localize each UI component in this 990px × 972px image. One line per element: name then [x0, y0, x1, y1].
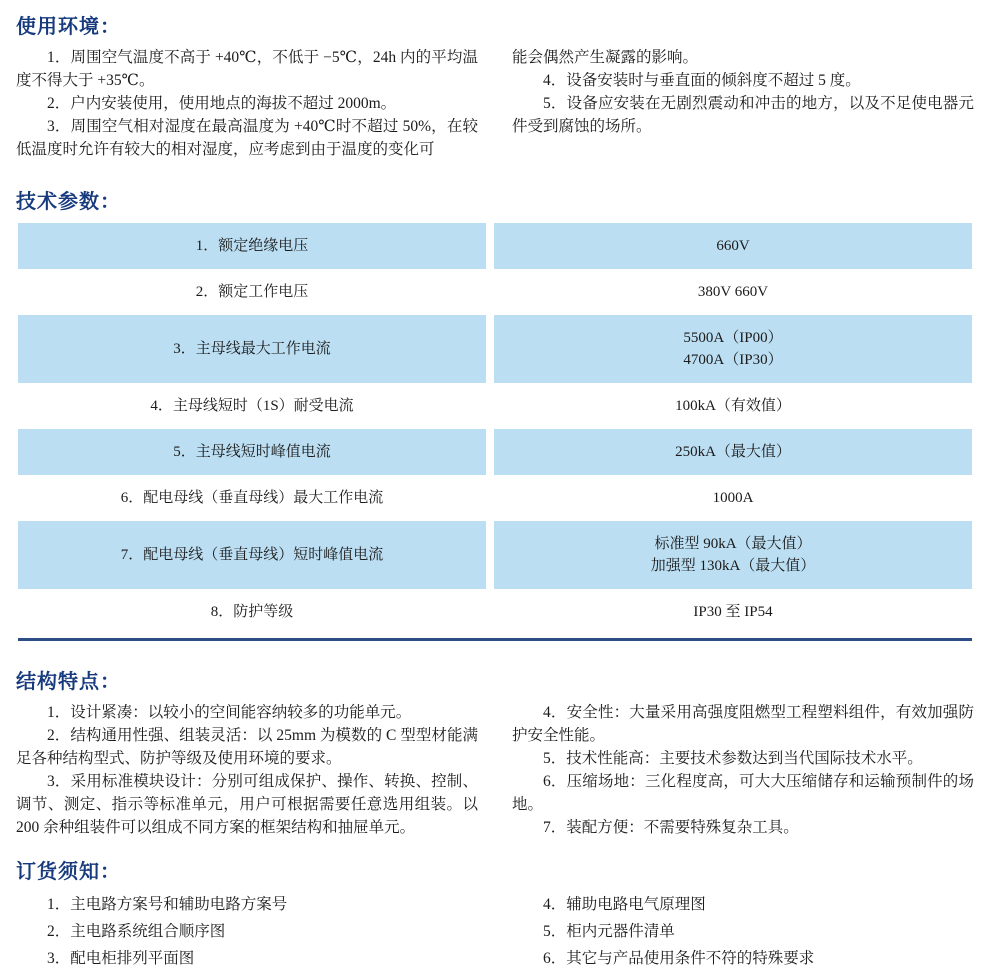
ordering-item-1: 1．主电路方案号和辅助电路方案号	[47, 896, 288, 913]
table-row	[18, 429, 972, 475]
parameter-value: 5500A（IP00） 4700A（IP30）	[494, 315, 972, 383]
usage-paragraph-3: 3．周围空气相对湿度在最高温度为 +40℃时不超过 50%，在较低温度时允许有较大的相对湿度，应考虑到由于温度的变化可	[16, 118, 478, 158]
feature-paragraph-5: 5．技术性能高：主要技术参数达到当代国际技术水平。	[543, 750, 923, 767]
parameter-value: IP30 至 IP54	[494, 589, 972, 635]
section-ordering-notice	[16, 855, 974, 972]
ordering-item-5: 5．柜内元器件清单	[543, 923, 675, 940]
ordering-notice-columns	[16, 891, 974, 972]
structural-features-heading: 结构特点：	[16, 671, 121, 693]
ordering-item-6: 6．其它与产品使用条件不符的特殊要求	[543, 950, 815, 967]
usage-paragraph-2: 2．户内安装使用，使用地点的海拔不超过 2000m。	[47, 95, 397, 112]
parameter-value: 380V 660V	[494, 269, 972, 315]
table-row	[18, 315, 972, 383]
feature-paragraph-2: 2．结构通用性强、组装灵活：以 25mm 为模数的 C 型型材能满足各种结构型式、防护等级及使用环境的要求。	[16, 727, 478, 767]
usage-paragraph-5: 5．设备应安装在无剧烈震动和冲击的地方，以及不足使电器元件受到腐蚀的场所。	[512, 95, 974, 135]
parameter-label: 3．主母线最大工作电流	[18, 315, 486, 383]
usage-environment-heading: 使用环境：	[16, 16, 121, 38]
feature-paragraph-7: 7．装配方便：不需要特殊复杂工具。	[543, 819, 799, 836]
usage-paragraph-4: 4．设备安装时与垂直面的倾斜度不超过 5 度。	[543, 72, 861, 89]
table-row	[18, 589, 972, 635]
ordering-right-column	[512, 891, 974, 972]
parameter-value: 250kA（最大值）	[494, 429, 972, 475]
section-usage-environment	[16, 10, 974, 161]
parameter-label: 7．配电母线（垂直母线）短时峰值电流	[18, 521, 486, 589]
parameter-label: 4．主母线短时（1S）耐受电流	[18, 383, 486, 429]
table-row	[18, 521, 972, 589]
usage-paragraph-3-continuation: 能会偶然产生凝露的影响。	[512, 49, 699, 66]
parameter-label: 8．防护等级	[18, 589, 486, 635]
table-row	[18, 383, 972, 429]
feature-paragraph-6: 6．压缩场地：三化程度高，可大大压缩储存和运输预制件的场地。	[512, 773, 974, 813]
ordering-item-4: 4．辅助电路电气原理图	[543, 896, 706, 913]
ordering-item-3: 3．配电柜排列平面图	[47, 950, 195, 967]
parameter-value: 1000A	[494, 475, 972, 521]
feature-paragraph-3: 3．采用标准模块设计：分别可组成保护、操作、转换、控制、调节、测定、指示等标准单元，用户可根据需要任意选用组装。以 200 余种组装件可以组成不同方案的框架结构和抽屉单元。	[16, 773, 478, 836]
parameter-value: 标准型 90kA（最大值） 加强型 130kA（最大值）	[494, 521, 972, 589]
parameters-table	[18, 223, 972, 635]
table-row	[18, 223, 972, 269]
usage-environment-columns	[16, 46, 974, 161]
features-left-column	[16, 701, 478, 839]
section-divider	[18, 638, 972, 641]
ordering-left-column	[16, 891, 478, 972]
features-right-column	[512, 701, 974, 839]
parameter-value: 660V	[494, 223, 972, 269]
technical-parameters-heading: 技术参数：	[16, 191, 121, 213]
structural-features-columns	[16, 701, 974, 839]
parameter-label: 5．主母线短时峰值电流	[18, 429, 486, 475]
ordering-notice-heading: 订货须知：	[16, 861, 121, 883]
usage-paragraph-1: 1．周围空气温度不高于 +40℃，不低于 −5℃，24h 内的平均温度不得大于 +35℃。	[16, 49, 478, 89]
parameter-value: 100kA（有效值）	[494, 383, 972, 429]
ordering-item-2: 2．主电路系统组合顺序图	[47, 923, 226, 940]
section-structural-features	[16, 665, 974, 839]
feature-paragraph-4: 4．安全性：大量采用高强度阻燃型工程塑料组件，有效加强防护安全性能。	[512, 704, 974, 744]
parameter-label: 2．额定工作电压	[18, 269, 486, 315]
section-technical-parameters	[16, 185, 974, 641]
table-row	[18, 475, 972, 521]
usage-right-column	[512, 46, 974, 161]
parameter-label: 1．额定绝缘电压	[18, 223, 486, 269]
usage-left-column	[16, 46, 478, 161]
feature-paragraph-1: 1．设计紧凑：以较小的空间能容纳较多的功能单元。	[47, 704, 412, 721]
table-row	[18, 269, 972, 315]
parameter-label: 6．配电母线（垂直母线）最大工作电流	[18, 475, 486, 521]
